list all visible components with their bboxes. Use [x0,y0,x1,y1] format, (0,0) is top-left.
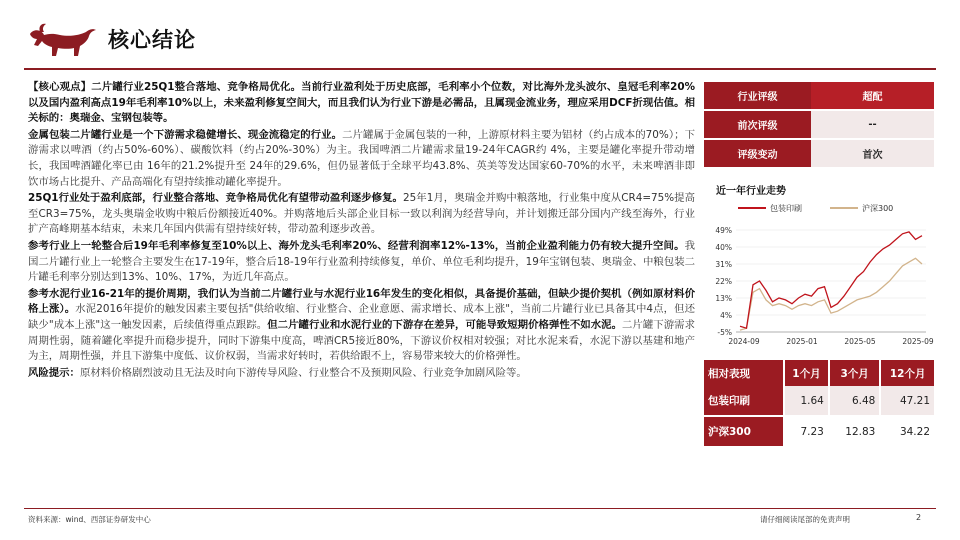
rating-key: 评级变动 [704,139,811,168]
paragraph-bottom [28,191,695,238]
perf-row-name: 沪深300 [704,416,784,447]
header-divider [24,68,936,70]
cement-text-2: 二片罐下游需求周期性弱，随着罐化率提升而稳步提升，同时下游集中度高，啤酒CR5接近80%，下游议价权相对较强；对比水泥来看，水泥下游以基建和地产为主，周期性强，并且下游集中度低、议价权弱，当需求好转时，若供给跟不上，容易带来较大的价格弹性。 [28,318,695,363]
footer-divider [24,508,936,509]
rating-value: 首次 [811,139,934,168]
industry-heading: 金属包装二片罐行业是一个下游需求稳健增长、现金流稳定的行业。 [28,128,343,141]
cement-text: 水泥2016年提价的触发因素主要包括"供给收缩、行业整合、企业意愿、需求增长、成本上涨"，当前二片罐行业已具备其中4点，但还缺少"成本上涨"这一触发因素，后续值得重点跟踪。 [28,303,695,331]
rating-value: -- [811,110,934,139]
core-view-heading: 【核心观点】二片罐行业25Q1整合落地、竞争格局优化。当前行业盈利处于历史底部，毛利率小个位数，对比海外龙头波尔、皇冠毛利率20%以及国内盈利高点19年毛利率10%以上，未来盈利修复空间大，而且我们认为行业下游是必需品，且属现金流业务，理应采用DCF折现估值。相关标的：奥瑞金、宝钢包装等。 [28,81,695,125]
rating-row [704,139,934,168]
risk-text: 原材料价格剧烈波动且无法及时向下游传导风险、行业整合不及预期风险、行业竞争加剧风险等。 [79,366,527,379]
rating-value: 超配 [811,82,934,110]
bull-logo-icon [26,20,100,60]
perf-cell: 7.23 [784,416,829,447]
legend-label: 沪深300 [862,204,894,213]
cement-heading: 参考水泥行业16-21年的提价周期，我们认为当前二片罐行业与水泥行业16年发生的变化相似，具备提价基础，但缺少提价契机（例如原材料价格上涨）。 [28,287,695,316]
y-tick-label: 13% [715,294,732,303]
series-line [740,258,922,330]
x-tick-label: 2025-09 [902,337,934,346]
paragraph-cement [28,287,695,365]
y-tick-label: 4% [720,311,732,320]
perf-row-name: 包装印刷 [704,386,784,416]
disclaimer-note: 请仔细阅读尾部的免责声明 [760,515,850,524]
risk-heading: 风险提示： [28,366,80,379]
paragraph-risk [28,366,695,382]
cement-heading-2: 但二片罐行业和水泥行业的下游存在差异，可能导致短期价格弹性不如水泥。 [267,318,622,331]
x-tick-label: 2024-09 [728,337,760,346]
perf-row [704,386,934,416]
paragraph-industry [28,128,695,190]
y-tick-label: 49% [715,226,732,235]
rating-key: 前次评级 [704,110,811,139]
margin-heading: 参考行业上一轮整合后19年毛利率修复至10%以上、海外龙头毛利率20%、经营利润率12%-13%，当前企业盈利能力仍有较大提升空间。 [28,239,685,252]
perf-header: 相对表现 [704,360,784,386]
bottom-text: 25年1月，奥瑞金并购中粮落地，行业集中度从CR4=75%提高至CR3=75%，龙头奥瑞金收购中粮后份额接近40%。并购落地后头部企业目标一致以利润为经营导向，并计划搬迁部分国内产线至海外，行业扩产高峰期基本结束，未来几年国内供需有望持续好转，带动盈利逐步改善。 [28,192,695,236]
page-header [0,0,960,72]
rating-row [704,82,934,110]
industry-trend-chart [704,196,934,351]
x-tick-label: 2025-01 [786,337,818,346]
rating-key: 行业评级 [704,82,811,110]
relative-performance-table [704,360,934,448]
perf-header: 1个月 [784,360,829,386]
x-tick-label: 2025-05 [844,337,876,346]
legend-label: 包装印刷 [770,204,802,213]
perf-header: 3个月 [829,360,880,386]
y-tick-label: 31% [715,260,732,269]
page-title: 核心结论 [108,28,196,52]
y-tick-label: 22% [715,277,732,286]
perf-header-row [704,360,934,386]
paragraph-margin [28,239,695,286]
perf-row [704,416,934,447]
rating-table [704,82,934,169]
rating-row [704,110,934,139]
y-tick-label: 40% [715,243,732,252]
paragraph-core-view [28,80,695,127]
margin-text: 我国二片罐行业上一轮整合主要发生在17-19年，整合后18-19年行业盈利持续修复，单价、单位毛利均提升，19年宝钢包装、奥瑞金、中粮包装二片罐毛利率分别达到13%、10%、17%，为近几年高点。 [28,239,695,284]
perf-cell: 6.48 [829,386,880,416]
perf-cell: 47.21 [880,386,934,416]
perf-header: 12个月 [880,360,934,386]
y-tick-label: -5% [717,328,732,337]
perf-cell: 1.64 [784,386,829,416]
chart-title: 近一年行业走势 [716,186,786,197]
bottom-heading: 25Q1行业处于盈利底部，行业整合落地、竞争格局优化有望带动盈利逐步修复。 [28,192,403,205]
source-note: 资料来源：wind、西部证券研发中心 [28,515,151,524]
core-conclusion-text [28,80,695,382]
industry-text: 二片罐属于金属包装的一种，上游原材料主要为铝材（约占成本的70%）；下游需求以啤酒（约占50%-60%）、碳酸饮料（约占20%-30%）为主。我国啤酒二片罐需求量19-24年CAGR约 4%，主要是罐化率提升带动增长，我国啤酒罐化率已由 16年的21.2%提升至 24年的29.6%，但仍显著低于全球平均43.8%、英美等发达国家60-70%的水平，未来啤酒非即饮市场占比提升、产品高端化有望持续推动罐化率提升。 [28,128,695,188]
perf-cell: 34.22 [880,416,934,447]
perf-cell: 12.83 [829,416,880,447]
page-number: 2 [916,513,922,522]
